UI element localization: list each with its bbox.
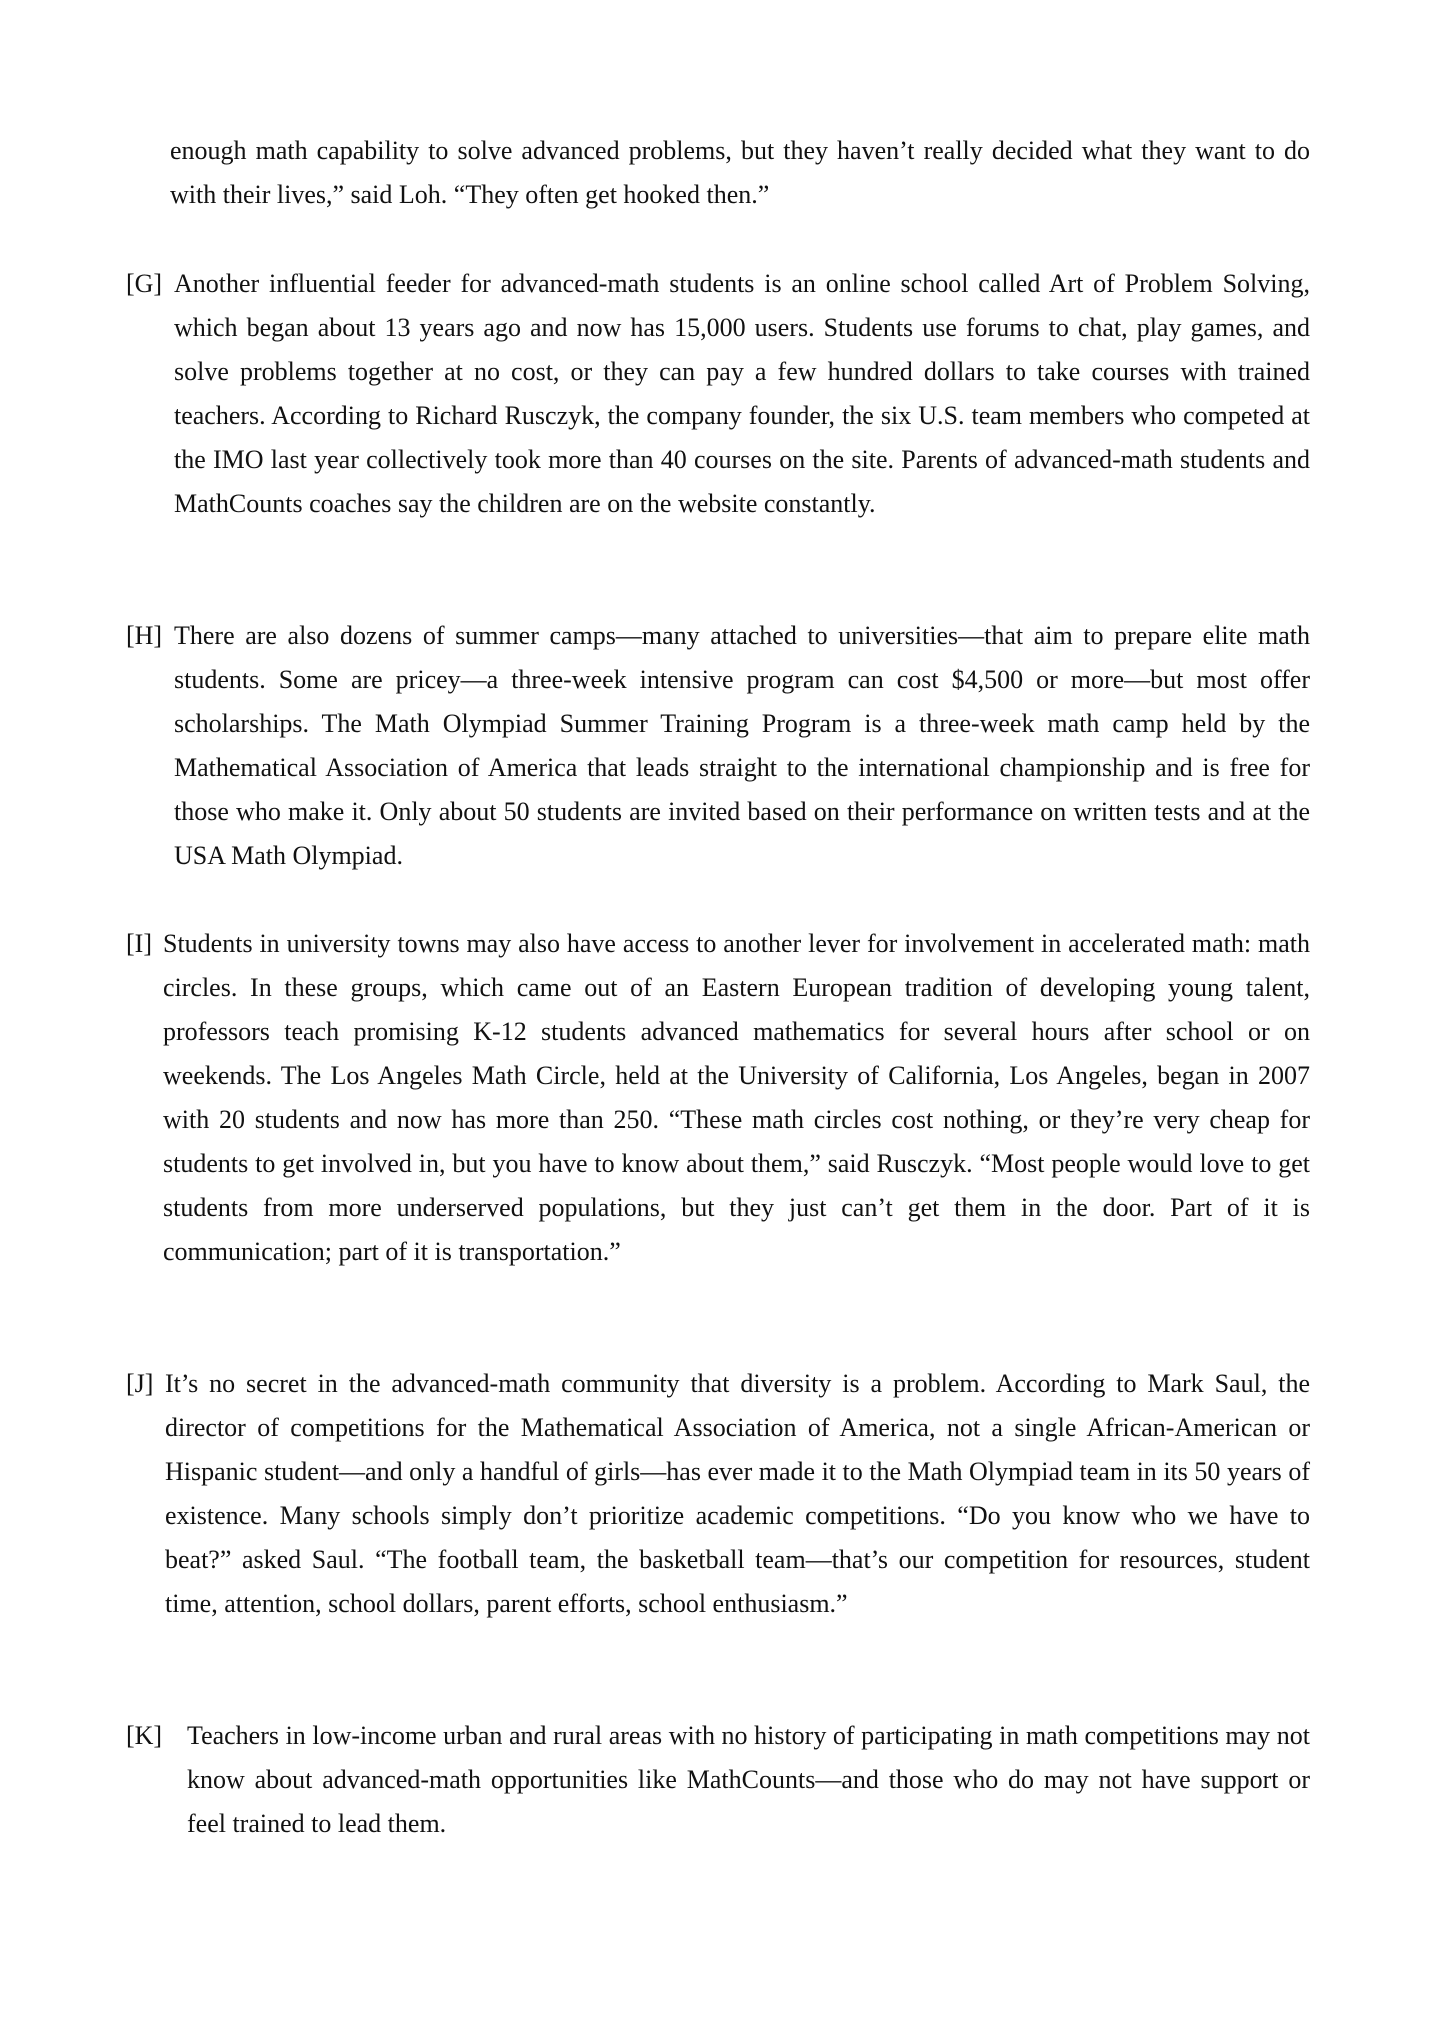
paragraph-text: It’s no secret in the advanced-math community that diversity is a problem. According to Mark Saul, the director of competitions for the Mathematical Association of America, not a single African-American or Hispanic student—and only a handful of girls—has ever made it to the Math Olympiad team in its 50 years of existence. Many schools simply don’t prioritize academic competitions. “Do you know who we have to beat?” asked Saul. “The football team, the basketball team—that’s our competition for resources, student time, attention, school dollars, parent efforts, school enthusiasm.” [165, 1369, 1310, 1618]
paragraph-j [126, 1362, 1310, 1626]
paragraph-text: Teachers in low-income urban and rural areas with no history of participating in math competitions may not know about advanced-math opportunities like MathCounts—and those who do may not have support or feel trained to lead them. [187, 1721, 1310, 1838]
paragraph-label: [I] [126, 929, 152, 958]
paragraph-label: [G] [126, 269, 163, 298]
continuation-paragraph: enough math capability to solve advanced problems, but they haven’t really decided what they want to do with their lives,” said Loh. “They often get hooked then.” [170, 136, 1310, 209]
paragraph-g [126, 262, 1310, 526]
paragraph-text: Another influential feeder for advanced-math students is an online school called Art of Problem Solving, which began about 13 years ago and now has 15,000 users. Students use forums to chat, play games, and solve problems together at no cost, or they can pay a few hundred dollars to take courses with trained teachers. According to Richard Rusczyk, the company founder, the six U.S. team members who competed at the IMO last year collectively took more than 40 courses on the site. Parents of advanced-math students and MathCounts coaches say the children are on the website constantly. [174, 269, 1310, 518]
paragraph-i [126, 922, 1310, 1274]
paragraph-text: Students in university towns may also have access to another lever for involvement in accelerated math: math circles. In these groups, which came out of an Eastern European tradition of developing young talent, professors teach promising K-12 students advanced mathematics for several hours after school or on weekends. The Los Angeles Math Circle, held at the University of California, Los Angeles, began in 2007 with 20 students and now has more than 250. “These math circles cost nothing, or they’re very cheap for students to get involved in, but you have to know about them,” said Rusczyk. “Most people would love to get students from more underserved populations, but they just can’t get them in the door. Part of it is communication; part of it is transportation.” [163, 929, 1310, 1266]
paragraph-label: [J] [126, 1369, 154, 1398]
paragraph-k [126, 1714, 1310, 1846]
paragraph-text: There are also dozens of summer camps—many attached to universities—that aim to prepare elite math students. Some are pricey—a three-week intensive program can cost $4,500 or more—but most offer scholarships. The Math Olympiad Summer Training Program is a three-week math camp held by the Mathematical Association of America that leads straight to the international championship and is free for those who make it. Only about 50 students are invited based on their performance on written tests and at the USA Math Olympiad. [174, 621, 1310, 870]
paragraph-label: [H] [126, 621, 163, 650]
paragraph-label: [K] [126, 1721, 163, 1750]
paragraph-h [126, 614, 1310, 878]
